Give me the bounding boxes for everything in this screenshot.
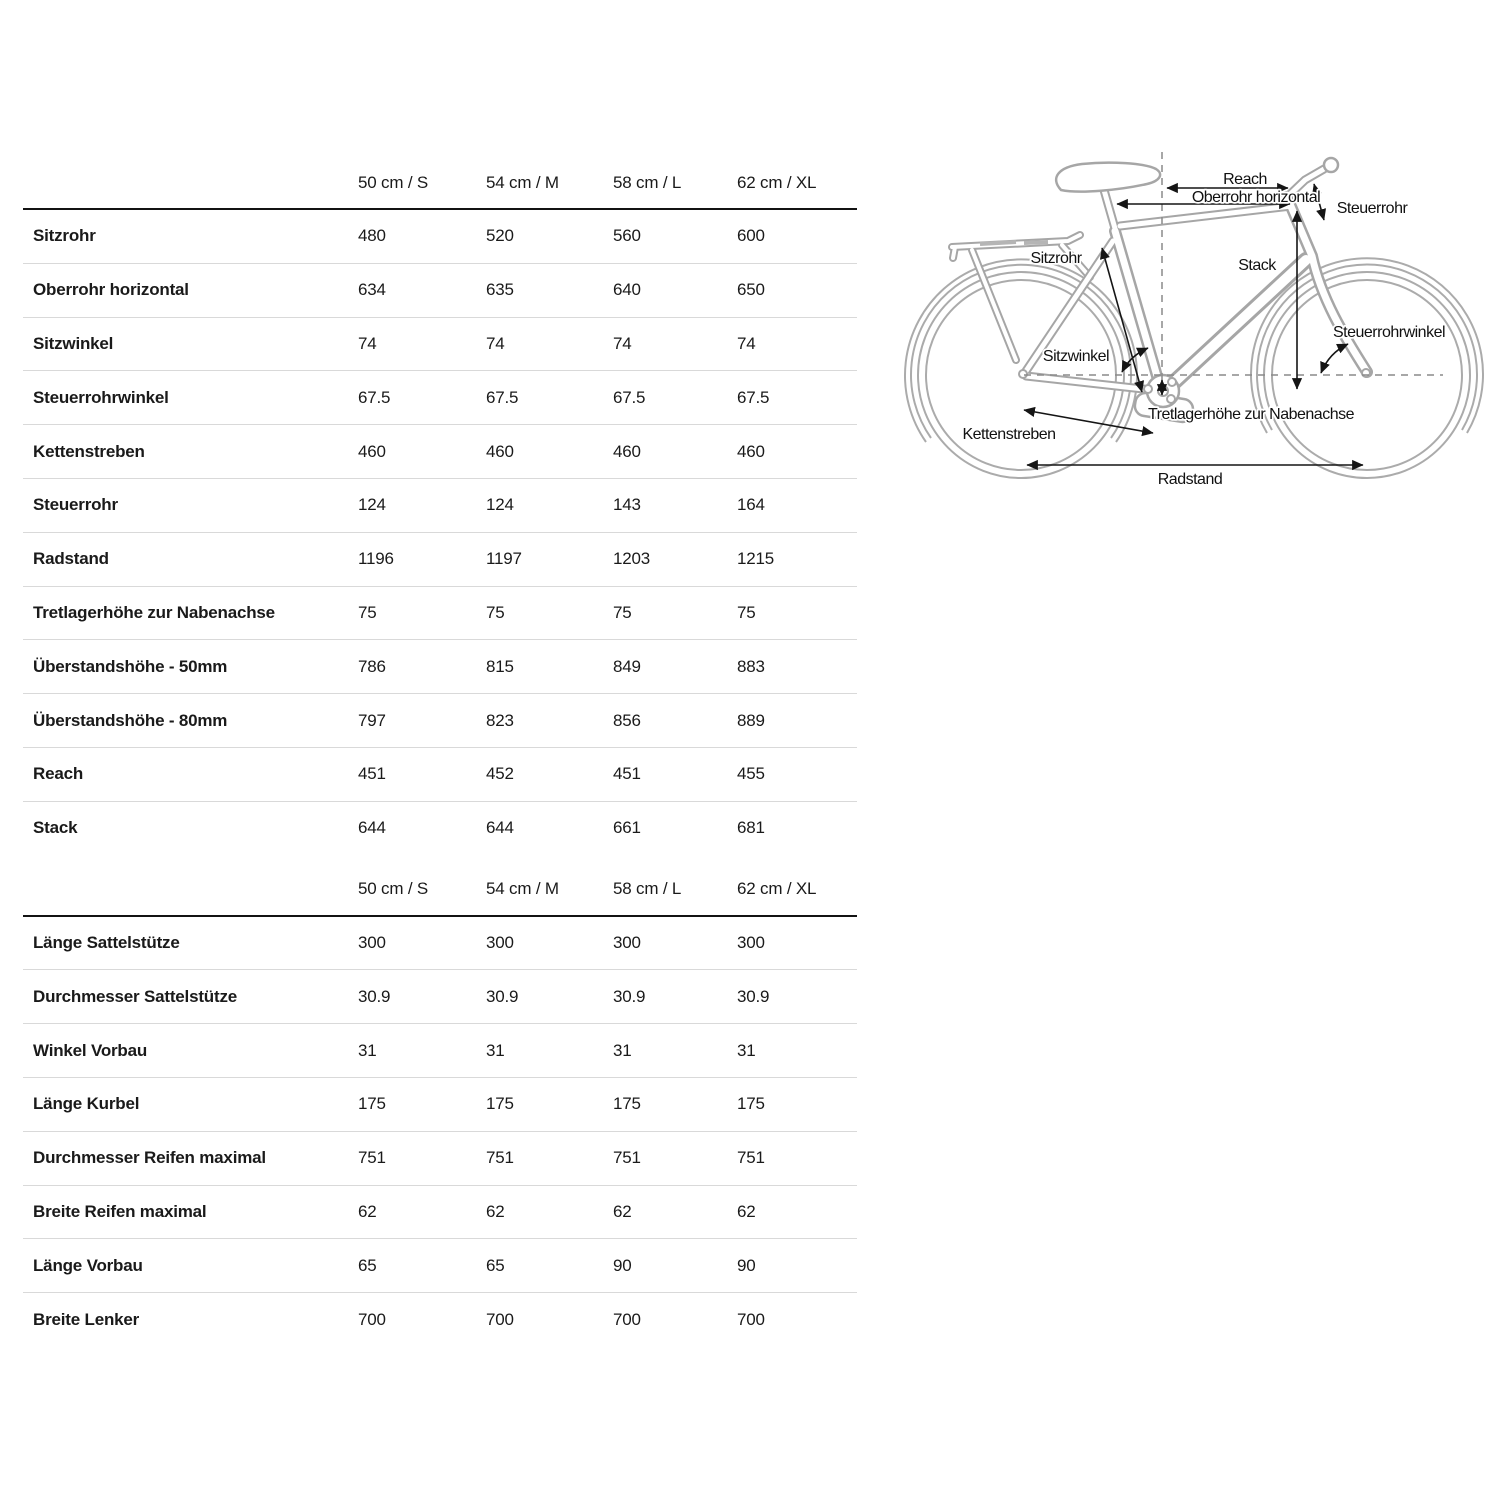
row-value: 823: [486, 710, 514, 730]
table-row: [23, 917, 857, 971]
row-value: 124: [486, 495, 514, 515]
row-value: 300: [486, 932, 514, 952]
row-value: 74: [737, 333, 756, 353]
row-value: 883: [737, 656, 765, 676]
row-label: Radstand: [33, 549, 109, 569]
row-value: 889: [737, 710, 765, 730]
table-row: [23, 1132, 857, 1186]
diagram-label-reach: Reach: [1223, 171, 1267, 188]
row-value: 644: [486, 818, 514, 838]
row-value: 600: [737, 226, 765, 246]
diagram-label-steuerrohr: Steuerrohr: [1336, 200, 1408, 217]
row-value: 786: [358, 656, 386, 676]
row-value: 751: [613, 1148, 641, 1168]
row-value: 849: [613, 656, 641, 676]
diagram-label-oberrohr: Oberrohr horizontal: [1191, 189, 1321, 206]
row-value: 90: [737, 1255, 756, 1275]
row-value: 67.5: [486, 387, 519, 407]
row-value: 67.5: [737, 387, 770, 407]
table-row: [23, 479, 857, 533]
row-value: 62: [613, 1201, 632, 1221]
diagram-label-kettenstreben: Kettenstreben: [962, 426, 1056, 443]
row-value: 815: [486, 656, 514, 676]
table-row: [23, 802, 857, 855]
row-value: 74: [486, 333, 505, 353]
size-column-header: 58 cm / L: [613, 878, 682, 898]
row-value: 175: [486, 1094, 514, 1114]
row-label: Steuerrohr: [33, 495, 118, 515]
row-label: Oberrohr horizontal: [33, 280, 189, 300]
row-label: Überstandshöhe - 50mm: [33, 656, 228, 676]
row-value: 455: [737, 764, 765, 784]
row-value: 451: [358, 764, 386, 784]
row-value: 856: [613, 710, 641, 730]
row-label: Winkel Vorbau: [33, 1040, 148, 1060]
table-row: [23, 371, 857, 425]
row-value: 460: [613, 441, 641, 461]
row-label: Kettenstreben: [33, 441, 145, 461]
row-value: 661: [613, 818, 641, 838]
row-value: 30.9: [737, 986, 770, 1006]
table-row: [23, 533, 857, 587]
row-value: 175: [358, 1094, 386, 1114]
row-value: 164: [737, 495, 765, 515]
table-row: [23, 1186, 857, 1240]
row-value: 460: [737, 441, 765, 461]
row-label: Stack: [33, 818, 78, 838]
row-label: Länge Sattelstütze: [33, 932, 180, 952]
row-value: 75: [486, 602, 505, 622]
row-value: 30.9: [486, 986, 519, 1006]
table-row: [23, 748, 857, 802]
diagram-label-steuerrohrwinkel: Steuerrohrwinkel: [1332, 324, 1446, 341]
row-value: 31: [737, 1040, 756, 1060]
row-value: 1197: [486, 549, 522, 569]
row-value: 62: [737, 1201, 756, 1221]
table-row: [23, 1024, 857, 1078]
row-value: 74: [613, 333, 632, 353]
table-row: [23, 425, 857, 479]
row-value: 650: [737, 280, 765, 300]
components-section: [23, 863, 857, 1346]
row-label: Überstandshöhe - 80mm: [33, 710, 228, 730]
row-value: 640: [613, 280, 641, 300]
geometry-table: [23, 158, 857, 1346]
row-value: 700: [486, 1309, 514, 1329]
row-value: 62: [486, 1201, 505, 1221]
size-header-row: [23, 863, 857, 917]
row-value: 480: [358, 226, 386, 246]
row-value: 67.5: [358, 387, 391, 407]
row-value: 75: [358, 602, 377, 622]
row-value: 700: [358, 1309, 386, 1329]
bike-geometry-diagram: [890, 140, 1500, 570]
table-row: [23, 587, 857, 641]
components-rows: [23, 917, 857, 1346]
row-value: 300: [613, 932, 641, 952]
table-row: [23, 970, 857, 1024]
diagram-label-stack: Stack: [1238, 257, 1276, 274]
row-value: 700: [613, 1309, 641, 1329]
row-value: 460: [358, 441, 386, 461]
row-value: 634: [358, 280, 386, 300]
row-value: 65: [358, 1255, 377, 1275]
row-value: 175: [737, 1094, 765, 1114]
table-row: [23, 1293, 857, 1346]
size-column-header: 54 cm / M: [486, 878, 559, 898]
row-value: 1203: [613, 549, 651, 569]
row-value: 520: [486, 226, 514, 246]
steuerrohrwinkel-angle-arrow: [1321, 344, 1348, 373]
row-value: 751: [486, 1148, 514, 1168]
row-value: 75: [613, 602, 632, 622]
table-row: [23, 694, 857, 748]
row-value: 560: [613, 226, 641, 246]
diagram-label-tretlagerhoehe: Tretlagerhöhe zur Nabenachse: [1148, 406, 1354, 423]
row-label: Durchmesser Reifen maximal: [33, 1148, 266, 1168]
row-value: 31: [486, 1040, 505, 1060]
row-label: Steuerrohrwinkel: [33, 387, 169, 407]
row-value: 300: [358, 932, 386, 952]
row-value: 300: [737, 932, 765, 952]
table-row: [23, 1239, 857, 1293]
row-label: Breite Reifen maximal: [33, 1201, 207, 1221]
row-label: Durchmesser Sattelstütze: [33, 986, 237, 1006]
size-column-header: 62 cm / XL: [737, 878, 817, 898]
row-label: Breite Lenker: [33, 1309, 140, 1329]
row-value: 30.9: [358, 986, 391, 1006]
rear-dropout: [1019, 370, 1027, 378]
size-column-header: 58 cm / L: [613, 173, 682, 192]
table-row: [23, 210, 857, 264]
frame-geometry-section: [23, 158, 857, 855]
size-column-header: 54 cm / M: [486, 173, 559, 192]
handlebar-grip: [1324, 158, 1338, 172]
row-value: 31: [358, 1040, 377, 1060]
row-value: 635: [486, 280, 514, 300]
row-value: 681: [737, 818, 765, 838]
row-label: Tretlagerhöhe zur Nabenachse: [33, 602, 275, 622]
row-value: 452: [486, 764, 514, 784]
row-value: 451: [613, 764, 641, 784]
table-row: [23, 318, 857, 372]
row-value: 65: [486, 1255, 505, 1275]
row-value: 175: [613, 1094, 641, 1114]
table-row: [23, 640, 857, 694]
diagram-label-radstand: Radstand: [1157, 471, 1223, 488]
row-label: Länge Kurbel: [33, 1094, 140, 1114]
row-value: 74: [358, 333, 377, 353]
saddle: [1056, 163, 1160, 192]
row-label: Reach: [33, 764, 84, 784]
row-label: Sitzwinkel: [33, 333, 114, 353]
row-value: 75: [737, 602, 756, 622]
row-value: 67.5: [613, 387, 646, 407]
size-column-header: 62 cm / XL: [737, 173, 817, 192]
table-row: [23, 1078, 857, 1132]
row-label: Länge Vorbau: [33, 1255, 143, 1275]
row-value: 30.9: [613, 986, 646, 1006]
row-value: 751: [737, 1148, 765, 1168]
row-value: 460: [486, 441, 514, 461]
diagram-label-sitzrohr: Sitzrohr: [1030, 250, 1082, 267]
table-row: [23, 264, 857, 318]
row-value: 62: [358, 1201, 377, 1221]
rack-slats: [980, 242, 1048, 244]
row-value: 1196: [358, 549, 394, 569]
size-column-header: 50 cm / S: [358, 173, 429, 192]
front-dropout: [1362, 369, 1370, 377]
size-column-header: 50 cm / S: [358, 878, 429, 898]
row-value: 143: [613, 495, 641, 515]
diagram-label-sitzwinkel: Sitzwinkel: [1042, 348, 1110, 365]
row-value: 751: [358, 1148, 386, 1168]
size-header-row: [23, 158, 857, 210]
frame-geometry-rows: [23, 210, 857, 855]
row-value: 1215: [737, 549, 775, 569]
row-value: 644: [358, 818, 386, 838]
row-value: 90: [613, 1255, 632, 1275]
row-value: 797: [358, 710, 386, 730]
row-label: Sitzrohr: [33, 226, 96, 246]
row-value: 124: [358, 495, 386, 515]
row-value: 31: [613, 1040, 632, 1060]
row-value: 700: [737, 1309, 765, 1329]
